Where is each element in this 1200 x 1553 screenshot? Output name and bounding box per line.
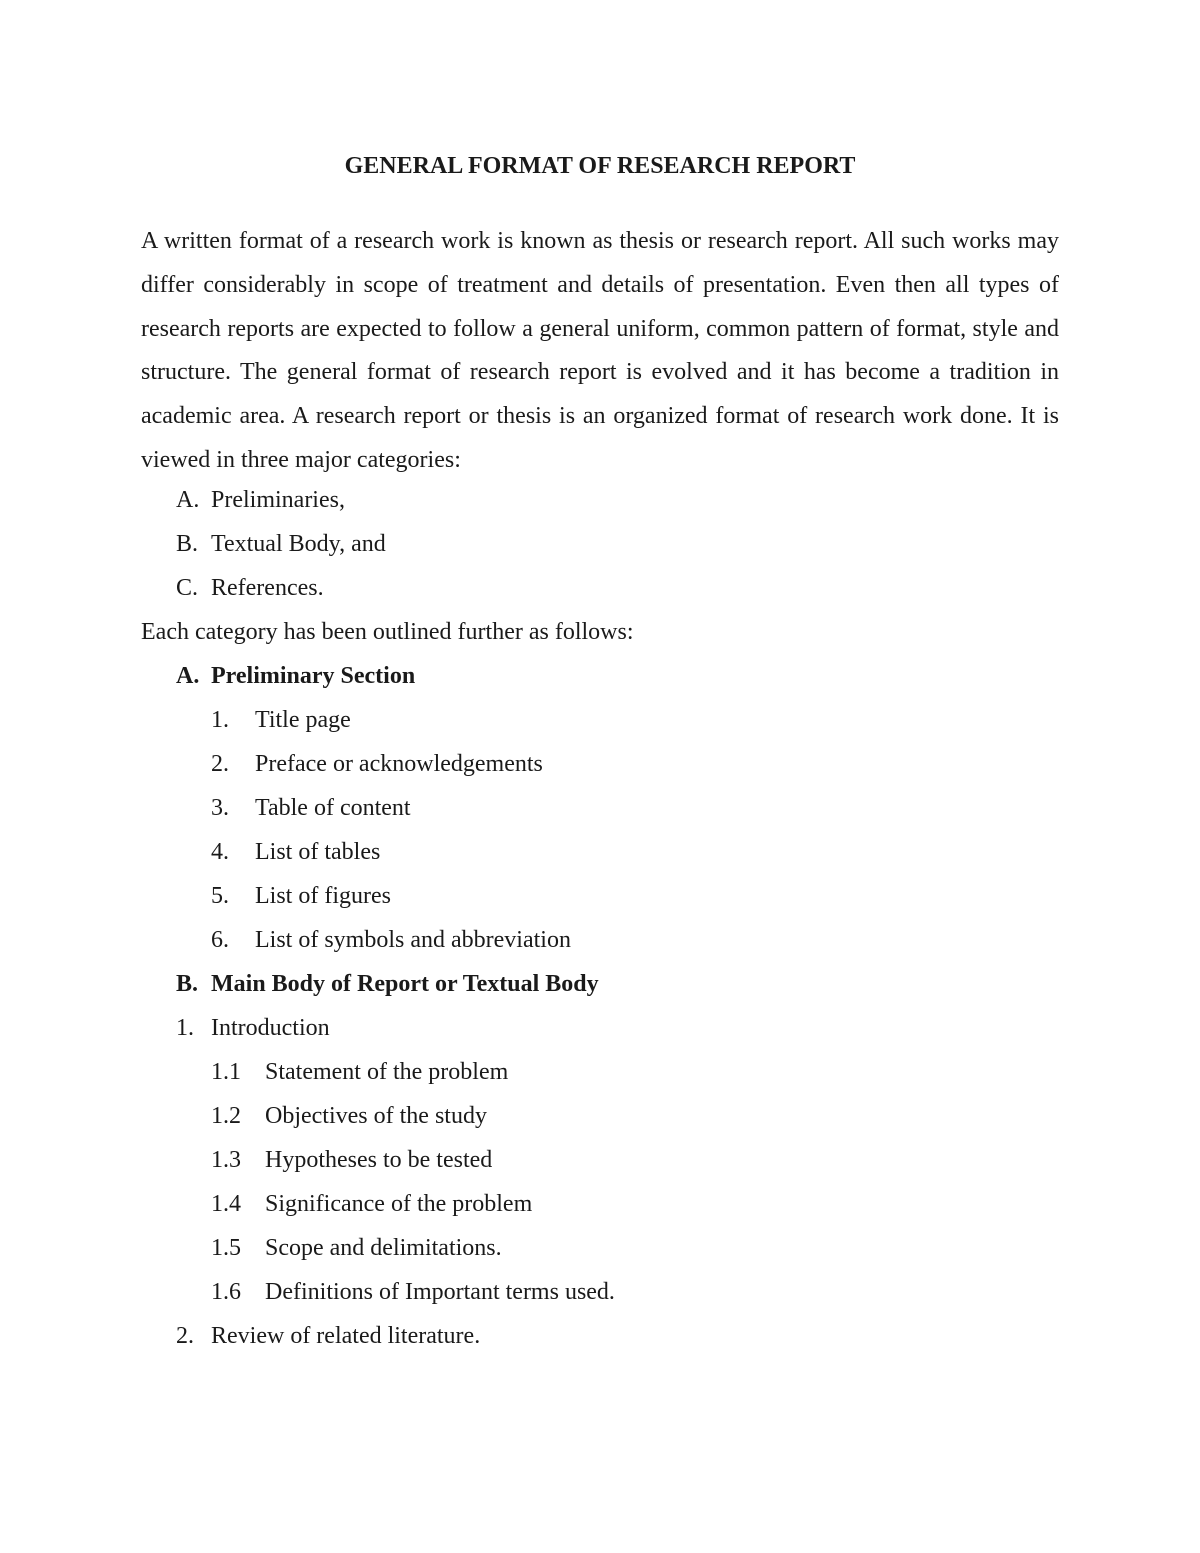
list-number: 5. — [211, 883, 229, 909]
list-number: 1.4 — [211, 1191, 241, 1217]
section-heading-label: Preliminary Section — [211, 663, 416, 689]
outline-intro-text: Each category has been outlined further as follows: — [141, 619, 634, 645]
list-number: 1. — [176, 1015, 194, 1041]
list-item-label: Preliminaries, — [211, 487, 345, 513]
list-marker: C. — [176, 575, 199, 601]
list-item-label: Title page — [255, 707, 351, 733]
list-item-label: References. — [211, 575, 324, 601]
intro-paragraph: A written format of a research work is known as thesis or research report. All such works may differ considerably in scope of treatment and details of presentation. Even then all types of research reports are expected to follow a general uniform, common pattern of format, style and structure. The general format of research report is evolved and it has become a tradition in academic area. A research report or thesis is an organized format of research work done. It is viewed in three major categories: — [141, 228, 1059, 473]
list-item-label: Definitions of Important terms used. — [265, 1279, 615, 1305]
list-number: 2. — [211, 751, 229, 777]
list-item-label: Significance of the problem — [265, 1191, 533, 1217]
list-item-label: Statement of the problem — [265, 1059, 509, 1085]
list-number: 2. — [176, 1323, 194, 1349]
list-item-label: List of tables — [255, 839, 381, 865]
list-number: 1.2 — [211, 1103, 241, 1129]
list-item-label: Objectives of the study — [265, 1103, 487, 1129]
list-item-label: Introduction — [211, 1015, 330, 1041]
section-marker: A. — [176, 663, 200, 689]
document-title: GENERAL FORMAT OF RESEARCH REPORT — [344, 153, 856, 179]
list-item-label: Table of content — [255, 795, 411, 821]
list-item-label: Preface or acknowledgements — [255, 751, 543, 777]
section-heading-label: Main Body of Report or Textual Body — [211, 971, 599, 997]
list-number: 1.3 — [211, 1147, 241, 1173]
list-item-label: Hypotheses to be tested — [265, 1147, 493, 1173]
list-item-label: List of figures — [255, 883, 391, 909]
list-number: 1.1 — [211, 1059, 241, 1085]
list-number: 1.6 — [211, 1279, 241, 1305]
section-marker: B. — [176, 971, 199, 997]
list-marker: B. — [176, 531, 199, 557]
list-item-label: Review of related literature. — [211, 1323, 481, 1349]
list-number: 3. — [211, 795, 229, 821]
list-item-label: Textual Body, and — [211, 531, 386, 557]
list-number: 1.5 — [211, 1235, 241, 1261]
list-item-label: Scope and delimitations. — [265, 1235, 502, 1261]
list-marker: A. — [176, 487, 200, 513]
list-number: 6. — [211, 927, 229, 953]
list-number: 4. — [211, 839, 229, 865]
list-number: 1. — [211, 707, 229, 733]
list-item-label: List of symbols and abbreviation — [255, 927, 571, 953]
